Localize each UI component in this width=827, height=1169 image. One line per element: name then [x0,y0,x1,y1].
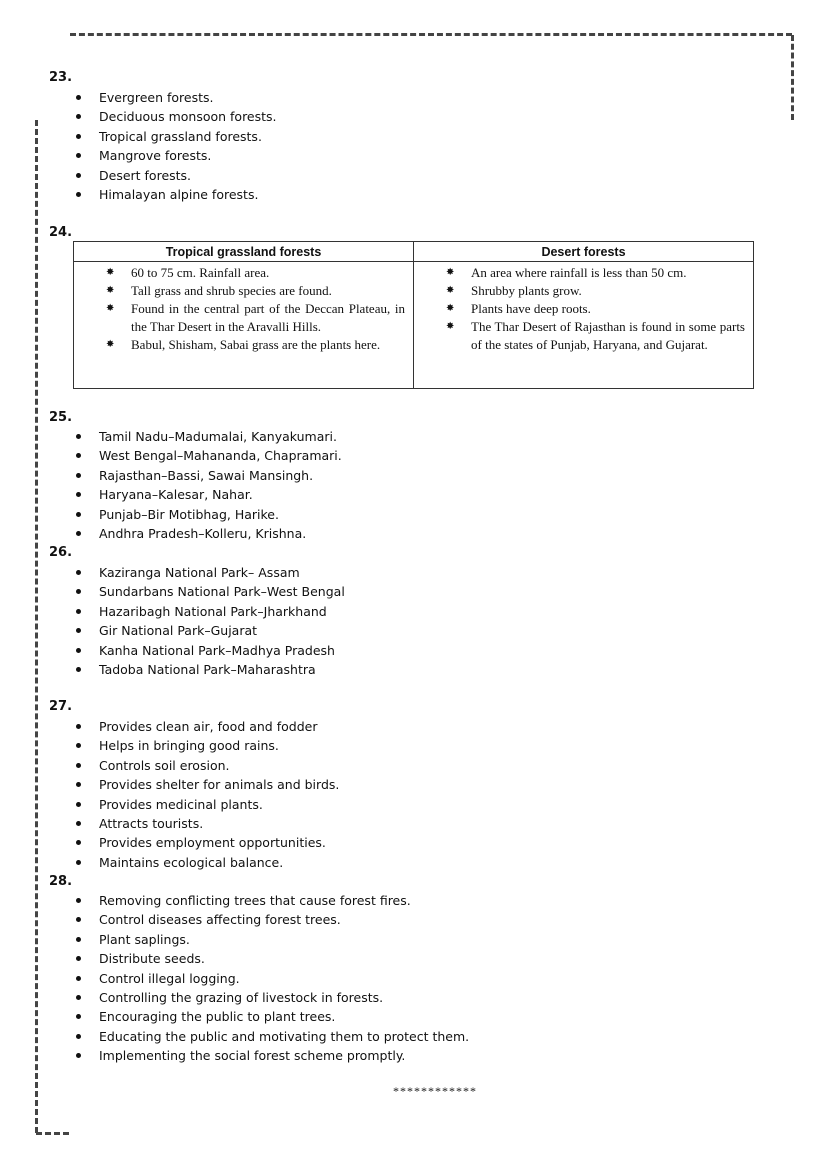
forest-comparison-table [73,241,754,389]
list-item: Hazaribagh National Park–Jharkhand [76,602,345,621]
table-header-desert: Desert forests [414,242,754,262]
list-item: ✸ 60 to 75 cm. Rainfall area. [100,264,405,282]
list-item: Himalayan alpine forests. [76,185,277,204]
list-item: Maintains ecological balance. [76,853,339,872]
list-item: Helps in bringing good rains. [76,736,339,755]
list-item: Kaziranga National Park– Assam [76,563,345,582]
list-item: Attracts tourists. [76,814,339,833]
list-item: Provides shelter for animals and birds. [76,775,339,794]
list-item: Educating the public and motivating them to protect them. [76,1027,469,1046]
tropical-points [100,264,405,354]
answer-list-26 [76,563,345,679]
list-item: Tadoba National Park–Maharashtra [76,660,345,679]
page-border-bottom [36,1132,69,1135]
list-item: Kanha National Park–Madhya Pradesh [76,641,345,660]
question-number-25: 25. [49,410,73,425]
list-item: ✸ Babul, Shisham, Sabai grass are the plants here. [100,336,405,354]
list-item: ✸ Found in the central part of the Deccan Plateau, in the Thar Desert in the Aravalli Hills. [100,300,405,336]
list-item: ✸ Tall grass and shrub species are found. [100,282,405,300]
list-item: Controls soil erosion. [76,756,339,775]
page-border-right [791,35,794,120]
list-item: Sundarbans National Park–West Bengal [76,582,345,601]
end-separator: ************ [393,1084,477,1098]
list-item: Removing conflicting trees that cause forest fires. [76,891,469,910]
answer-list-23 [76,88,277,204]
list-item: Encouraging the public to plant trees. [76,1007,469,1026]
list-item: Andhra Pradesh–Kolleru, Krishna. [76,524,342,543]
desert-cell [414,262,754,389]
list-item: Haryana–Kalesar, Nahar. [76,485,342,504]
page-border-top [70,33,792,36]
question-number-26: 26. [49,545,73,560]
list-item: Evergreen forests. [76,88,277,107]
list-item: ✸ Shrubby plants grow. [440,282,745,300]
list-item: Implementing the social forest scheme promptly. [76,1046,469,1065]
question-number-23: 23. [49,70,73,85]
list-item: Controlling the grazing of livestock in forests. [76,988,469,1007]
list-item: ✸ The Thar Desert of Rajasthan is found in some parts of the states of Punjab, Haryana, and Gujarat. [440,318,745,354]
list-item: Punjab–Bir Motibhag, Harike. [76,505,342,524]
list-item: Tamil Nadu–Madumalai, Kanyakumari. [76,427,342,446]
answer-list-28 [76,891,469,1066]
list-item: ✸ An area where rainfall is less than 50 cm. [440,264,745,282]
list-item: Distribute seeds. [76,949,469,968]
list-item: West Bengal–Mahananda, Chapramari. [76,446,342,465]
list-item: Provides employment opportunities. [76,833,339,852]
page-border-left [35,120,38,1133]
list-item: Deciduous monsoon forests. [76,107,277,126]
list-item: Control illegal logging. [76,969,469,988]
desert-points [440,264,745,354]
tropical-cell [74,262,414,389]
question-number-24: 24. [49,225,73,240]
list-item: Control diseases affecting forest trees. [76,910,469,929]
answer-list-27 [76,717,339,872]
table-header-tropical: Tropical grassland forests [74,242,414,262]
list-item: Rajasthan–Bassi, Sawai Mansingh. [76,466,342,485]
list-item: Mangrove forests. [76,146,277,165]
answer-list-25 [76,427,342,543]
list-item: ✸ Plants have deep roots. [440,300,745,318]
list-item: Tropical grassland forests. [76,127,277,146]
question-number-27: 27. [49,699,73,714]
question-number-28: 28. [49,874,73,889]
list-item: Plant saplings. [76,930,469,949]
list-item: Provides medicinal plants. [76,795,339,814]
list-item: Gir National Park–Gujarat [76,621,345,640]
list-item: Desert forests. [76,166,277,185]
list-item: Provides clean air, food and fodder [76,717,339,736]
